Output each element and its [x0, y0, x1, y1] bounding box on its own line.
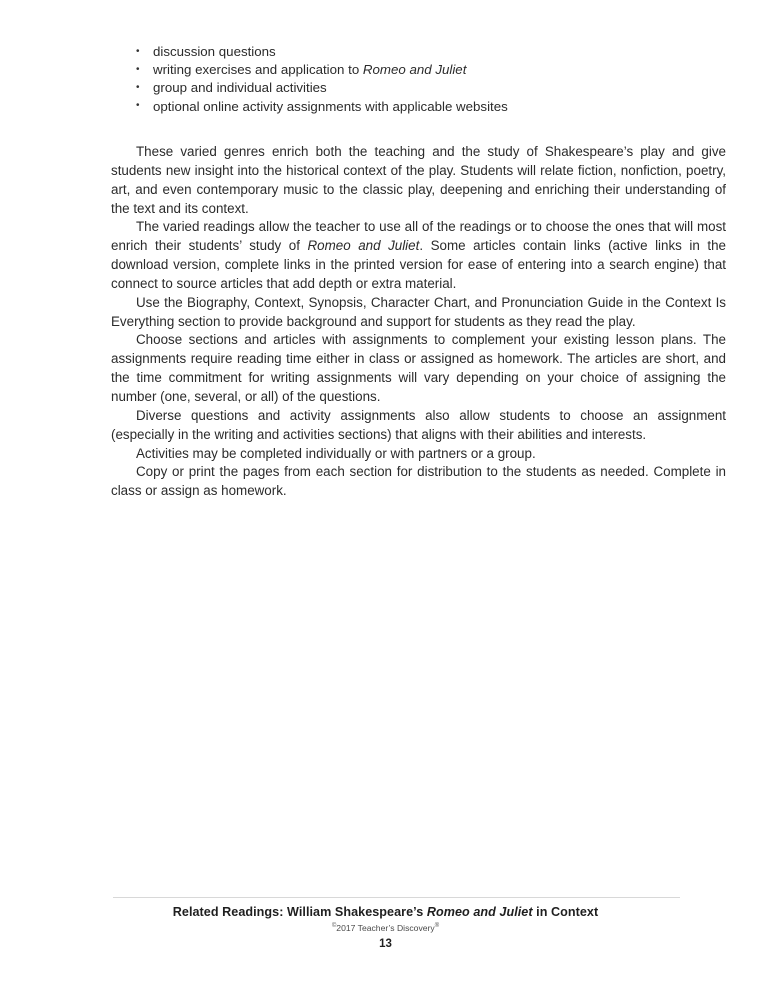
footer-title-after: in Context	[532, 905, 599, 919]
footer-divider	[113, 897, 680, 898]
bullet-text-before: group and individual activities	[153, 80, 327, 96]
list-item	[136, 79, 736, 97]
paragraph-text-before: These varied genres enrich both the teaching and the study of Shakespeare’s play and give students new insight into the historical context of the play. Students will relate fiction, nonfiction, poetry, art, and even contemporary music to the classic play, deepening and enriching their understanding of the text and its context.	[111, 144, 726, 216]
paragraph	[111, 294, 726, 332]
list-item	[136, 98, 736, 116]
footer-copyright	[0, 923, 771, 933]
feature-bullet-list	[136, 43, 736, 116]
list-item	[136, 43, 736, 61]
registered-mark: ®	[434, 923, 440, 929]
paragraph-text-before: The varied readings allow the teacher to use all of the readings or to choose the ones that will most enrich their students’ study of	[111, 219, 726, 254]
paragraph	[111, 143, 726, 218]
bullet-text-before: discussion questions	[153, 44, 276, 59]
paragraph	[111, 463, 726, 501]
paragraph	[111, 218, 726, 293]
paragraph-text-before: Use the Biography, Context, Synopsis, Character Chart, and Pronunciation Guide in the Context Is Everything section to provide background and support for students as they read the play.	[111, 294, 726, 329]
bullet-text-before: writing exercises and application to	[153, 62, 363, 78]
copyright-symbol: ©	[331, 923, 337, 929]
bullet-text-italic: Romeo and Juliet	[362, 62, 467, 78]
paragraph-text-before: Diverse questions and activity assignments also allow students to choose an assignment (especially in the writing and activities sections) that aligns with their abilities and interests.	[111, 407, 726, 442]
paragraph-text-before: Copy or print the pages from each section for distribution to the students as needed. Complete in class or assign as homework.	[111, 464, 726, 499]
page-number: 13	[379, 938, 392, 950]
body-text-block	[111, 143, 726, 501]
paragraph	[111, 445, 726, 464]
paragraph-text-italic: Romeo and Juliet	[307, 238, 420, 254]
list-item	[136, 61, 736, 79]
paragraph	[111, 331, 726, 406]
footer-title	[0, 905, 771, 919]
footer-title-italic: Romeo and Juliet	[426, 905, 533, 919]
copyright-text: 2017 Teacher’s Discovery	[336, 923, 435, 933]
footer-title-before: Related Readings: William Shakespeare’s	[172, 905, 427, 919]
bullet-text-before: optional online activity assignments with applicable websites	[153, 98, 508, 114]
paragraph-text-before: Activities may be completed individually or with partners or a group.	[136, 445, 536, 461]
paragraph-text-after: . Some articles contain links (active links in the download version, complete links in the printed version for ease of entering into a search engine) that connect to source articles that add depth or extra material.	[111, 238, 726, 291]
paragraph	[111, 407, 726, 445]
paragraph-text-before: Choose sections and articles with assignments to complement your existing lesson plans. The assignments require reading time either in class or assigned as homework. The articles are short, and the time commitment for writing assignments will vary depending on your choice of assigning the number (one, several, or all) of the questions.	[111, 332, 726, 404]
